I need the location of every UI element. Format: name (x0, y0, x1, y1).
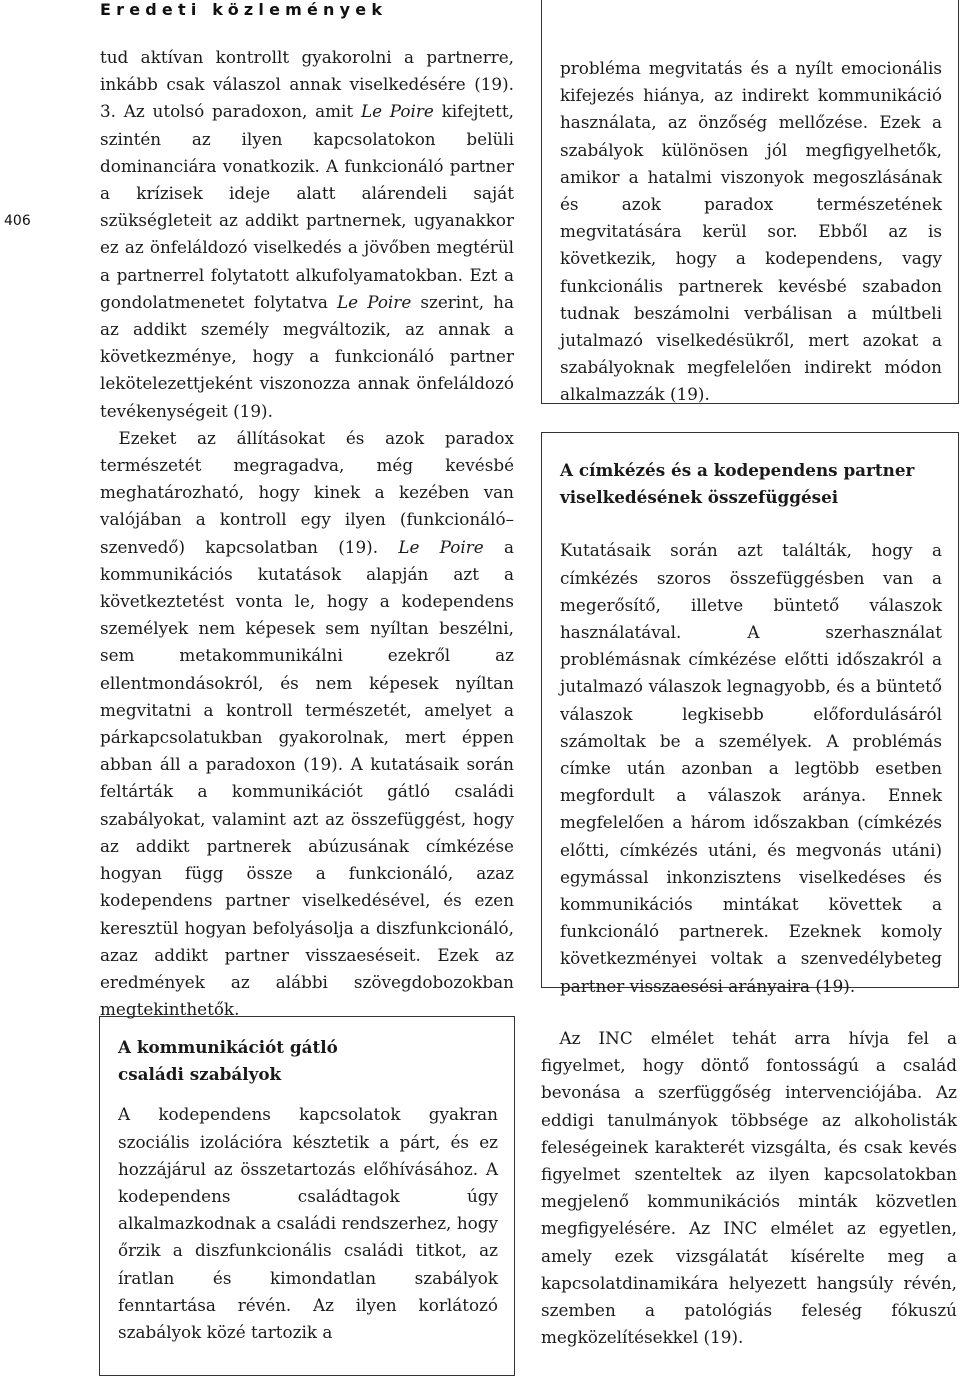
running-header: Eredeti közlemények (100, 0, 388, 19)
box-text: Kutatásaik során azt találták, hogy a címkézés szoros összefüggésben van a megerősítő, illetve büntető válaszok használatával. A szerhasználat problémásnak címkézése előtti időszakról a jutalmazó válaszok legnagyobb, és a büntető válaszok legkisebb előfordulásáról számoltak be a személyek. A problémás címke után azonban a legtöbb esetben megfordult a válaszok aránya. Ennek megfelelően a három időszakban (címkézés előtti, címkézés utáni, és megvonás utáni) egymással inkonzisztens viselkedéses és kommunikációs mintákat követtek a funkcionáló partnerek. Ezeknek komoly következményei voltak a szenvedélybeteg partner visszaesési arányaira (19). (560, 540, 942, 996)
right-column-text (541, 1025, 957, 1351)
page-number: 406 (4, 213, 31, 229)
left-column-text (100, 44, 514, 1023)
box-text: A kodependens kapcsolatok gyakran szociális izolációra késztetik a párt, és ez hozzájárul az összetartozás előhívásához. A kodependens családtagok úgy alkalmazkodnak a családi rendszerhez, hogy őrzik a diszfunkcionális családi titkot, az íratlan és kimondatlan szabályok fenntartása révén. Az ilyen korlátozó szabályok közé tartozik a (118, 1104, 498, 1343)
paragraph: Az INC elmélet tehát arra hívja fel a figyelmet, hogy döntő fontosságú a család bevonása a szerfüggőség intervenciójába. Az eddigi tanulmányok többsége az alkoholisták feleségeinek karakterét vizsgálta, és csak kevés figyelmet szenteltek az ilyen kapcsolatokban megjelenő kommunikációs minták közvetlen megfigyelésére. Az INC elmélet az egyetlen, amely ezek vizsgálatát kísérelte meg a kapcsolatdinamikára helyezett hangsúly révén, szemben a patológiás feleség fókuszú megközelítésekkel (19). (541, 1028, 957, 1348)
box-heading: A címkézés és a kodependens partner viselkedésének összefüggései (560, 460, 915, 508)
text-box-communication-rules (99, 1016, 515, 1376)
text-box-communication-rules-continued (541, 0, 959, 404)
paragraph: Ezeket az állításokat és azok paradox természetét megragadva, még kevésbé meghatározható, hogy kinek a kezében van valójában a kontroll egy ilyen (funkcionáló–szenvedő) kapcsolatban (19). Le Poire a kommunikációs kutatások alapján azt a következtetést vonta le, hogy a kodependens személyek nem képesek sem nyíltan beszélni, sem metakommunikálni ezekről az ellentmondásokról, és nem képesek nyíltan megvitatni a kontroll természetét, amelyet a párkapcsolatukban gyakorolnak, mert éppen abban áll a paradoxon (19). A kutatásaik során feltárták a kommunikációt gátló családi szabályokat, valamint azt az összefüggést, hogy az addikt partnerek abúzusának címkézése hogyan függ össze a funkcionáló, azaz kodependens partner viselkedésével, és ezen keresztül hogyan befolyásolja a diszfunkcionáló, azaz addikt partner visszaeséseit. Ezek az eredmények az alábbi szövegdobozokban megtekinthetők. (100, 427, 514, 1020)
text-box-labeling (541, 432, 959, 996)
paragraph: tud aktívan kontrollt gyakorolni a partnerre, inkább csak válaszol annak viselkedésére (19). 3. Az utolsó paradoxon, amit Le Poire kifejtett, szintén az ilyen kapcsolatokon belüli dominanciára vonatkozik. A funkcionáló partner a krízisek ideje alatt alárendeli saját szükségleteit az addikt partnernek, ugyanakkor ez az önfeláldozó viselkedés a jövőben megtérül a partnerrel folytatott alkufolyamatokban. Ezt a gondolatmenetet folytatva Le Poire szerint, ha az addikt személy megváltozik, az annak a következménye, hogy a funkcionáló partner lekötelezettjeként viszonozza annak önfeláldozó tevékenységeit (19). (100, 47, 514, 421)
box-text: probléma megvitatás és a nyílt emocionális kifejezés hiánya, az indirekt kommunikáció használata, az önzőség mellőzése. Ezek a szabályok különösen jól megfigyelhetők, amikor a hatalmi viszonyok megoszlásának és azok paradox természetének megvitatására kerül sor. Ebből az is következik, hogy a kodependens, vagy funkcionális partnerek kevésbé szabadon tudnak beszámolni verbálisan a múltbeli jutalmazó viselkedésükről, mert azokat a szabályoknak megfelelően indirekt módon alkalmazzák (19). (560, 58, 942, 405)
box-heading: A kommunikációt gátló családi szabályok (118, 1037, 338, 1085)
